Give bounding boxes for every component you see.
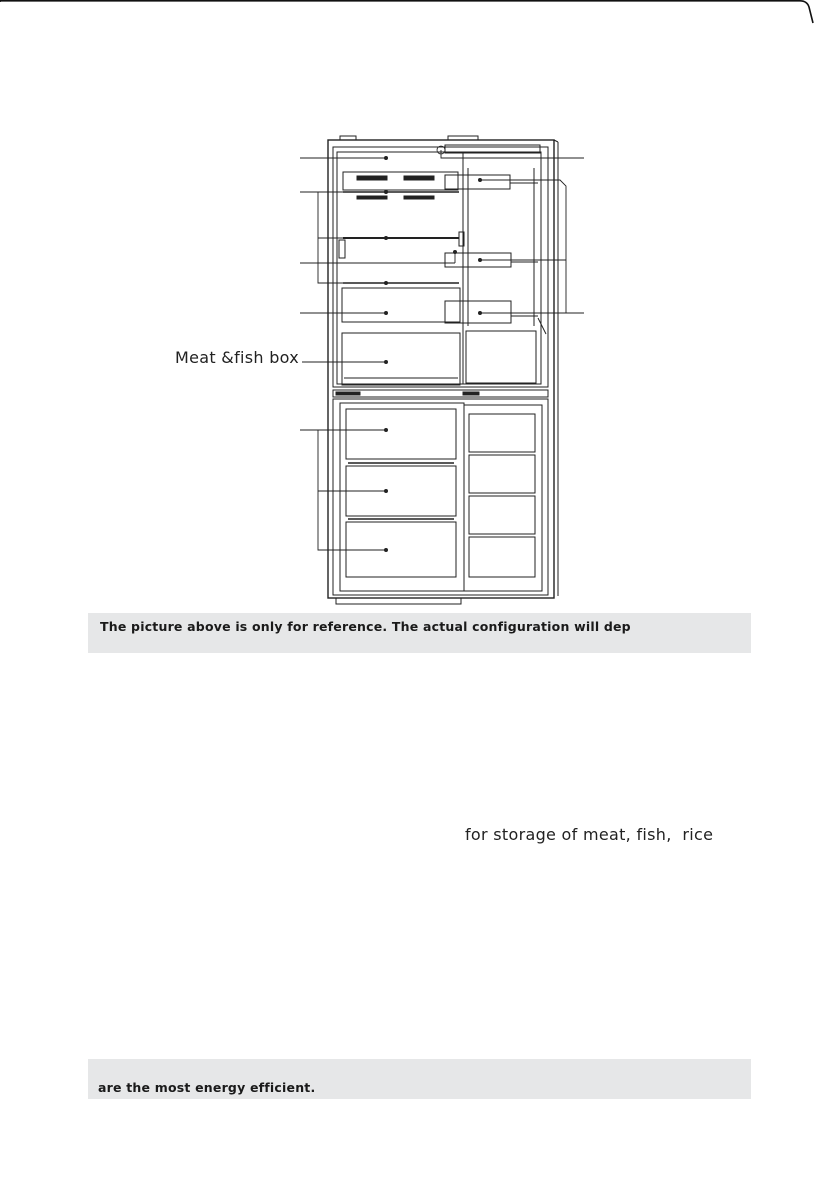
callout-lines-left — [300, 158, 455, 550]
storage-description-text: for storage of meat, fish, rice — [465, 825, 714, 844]
fridge-compartment — [333, 145, 548, 387]
fridge-shelves — [339, 172, 464, 385]
refrigerator-diagram — [0, 120, 839, 612]
reference-note-text: The picture above is only for reference. The actual configuration will dep — [100, 619, 631, 634]
compartment-divider — [333, 390, 548, 397]
meat-fish-box-label: Meat &fish box — [175, 348, 300, 367]
callout-dots — [384, 156, 482, 552]
reference-note-box — [88, 613, 751, 653]
efficiency-note-text: are the most energy efficient. — [98, 1080, 316, 1095]
freezer-compartment — [333, 399, 548, 595]
efficiency-note-box — [88, 1059, 751, 1099]
page-corner-rule — [0, 0, 839, 50]
